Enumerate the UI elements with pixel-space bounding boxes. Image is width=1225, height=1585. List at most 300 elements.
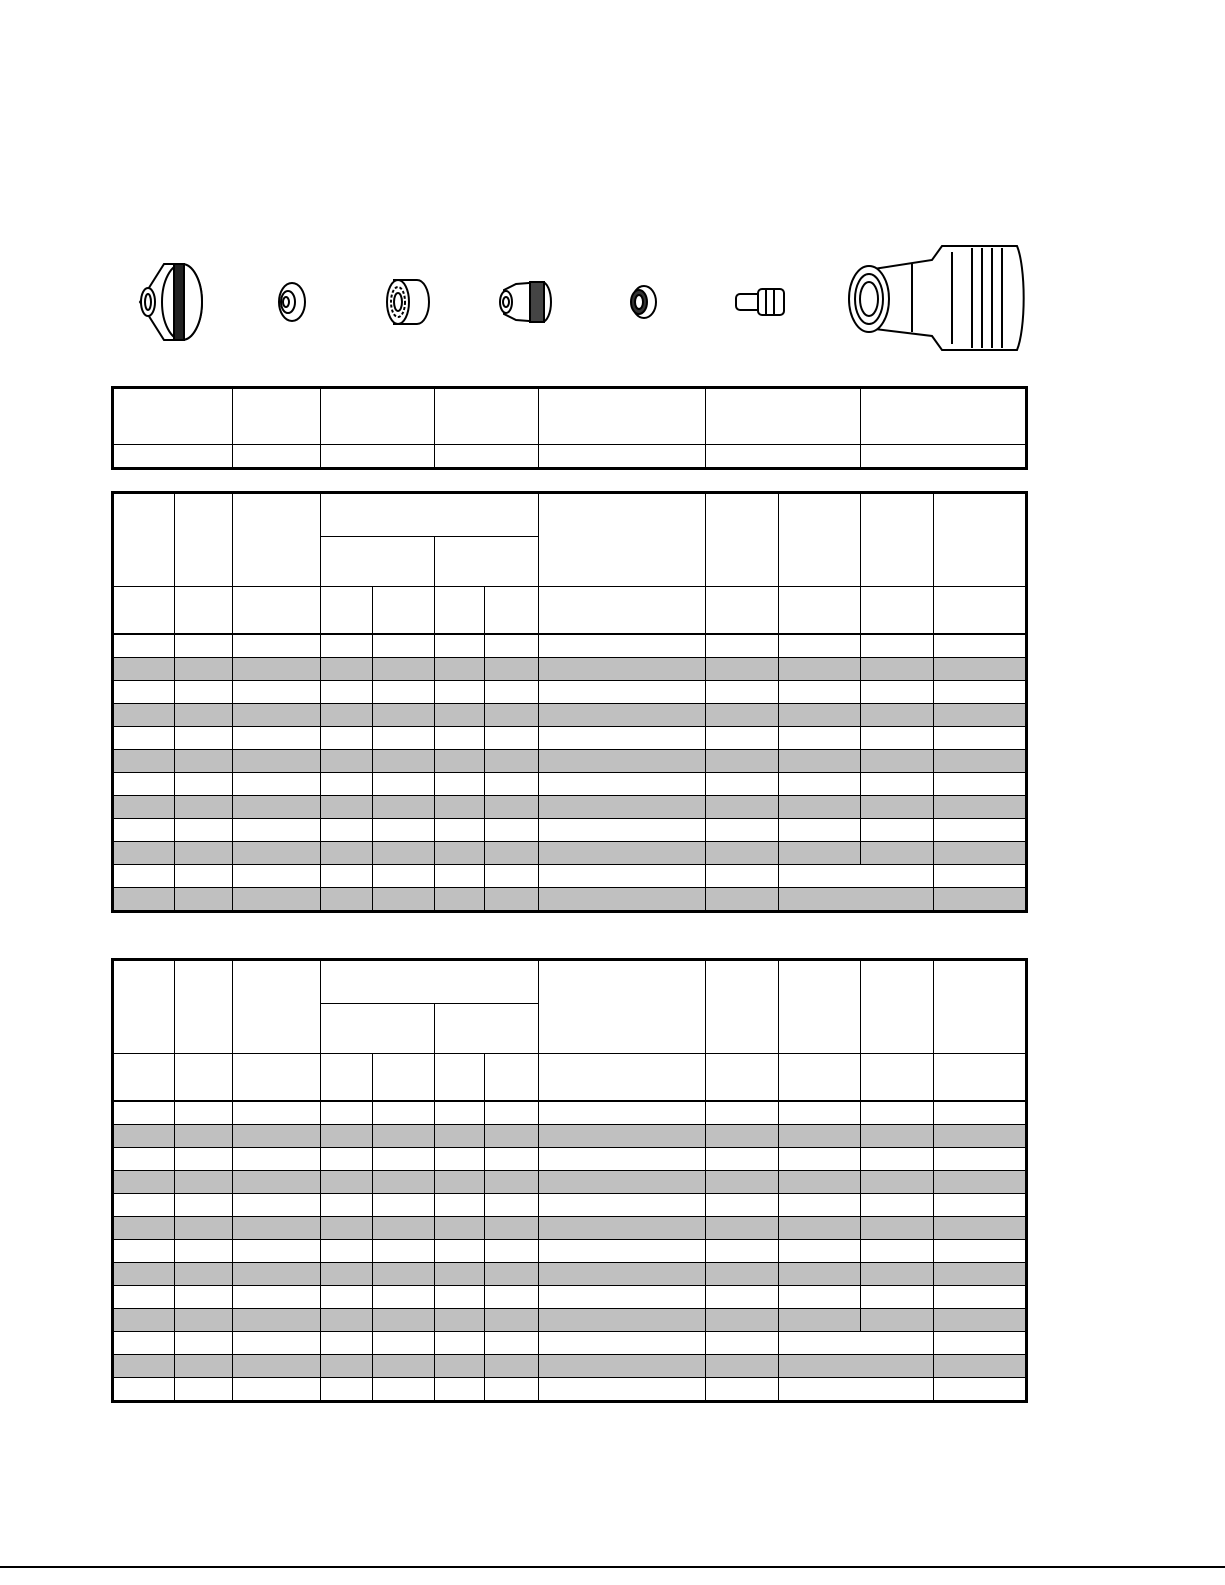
table-cell	[321, 634, 373, 658]
table-cell	[779, 1217, 861, 1240]
table-cell	[779, 842, 861, 865]
table-cell	[175, 1263, 233, 1286]
header-cell	[934, 493, 1027, 587]
table-cell	[539, 1217, 706, 1240]
cut-chart-body-2	[113, 1101, 1027, 1402]
table-cell	[435, 1125, 485, 1148]
table-cell	[485, 658, 539, 681]
table-cell	[113, 1263, 175, 1286]
consumables-header-row	[113, 388, 1027, 445]
table-cell	[779, 1101, 861, 1125]
table-cell	[779, 865, 934, 888]
table-cell	[175, 1286, 233, 1309]
header-cell	[113, 960, 175, 1054]
table-cell	[175, 704, 233, 727]
table-cell	[233, 1240, 321, 1263]
table-cell	[934, 1217, 1027, 1240]
table-cell	[321, 796, 373, 819]
table-cell	[779, 1171, 861, 1194]
table-cell	[485, 1240, 539, 1263]
table-cell	[435, 888, 485, 912]
table-cell	[779, 1240, 861, 1263]
table-row	[113, 1194, 1027, 1217]
table-cell	[779, 727, 861, 750]
electrode-icon	[736, 289, 784, 315]
unit-cell	[861, 587, 934, 635]
header-cell	[539, 493, 706, 587]
water-tube-icon	[631, 286, 656, 318]
table-cell	[321, 1171, 373, 1194]
table-cell	[435, 773, 485, 796]
table-cell	[539, 1171, 706, 1194]
table-cell	[779, 1194, 861, 1217]
table-cell	[233, 658, 321, 681]
table-cell	[175, 1309, 233, 1332]
table-cell	[113, 1148, 175, 1171]
table-cell	[435, 1263, 485, 1286]
table-cell	[321, 1355, 373, 1378]
table-cell	[175, 773, 233, 796]
unit-cell	[779, 587, 861, 635]
table-cell	[113, 1286, 175, 1309]
table-cell	[435, 865, 485, 888]
subheader-cell	[435, 537, 539, 587]
unit-cell	[934, 587, 1027, 635]
table-cell	[113, 1355, 175, 1378]
table-cell	[485, 634, 539, 658]
table-cell	[861, 1101, 934, 1125]
table-cell	[435, 796, 485, 819]
value-cell	[435, 445, 539, 469]
table-cell	[435, 1332, 485, 1355]
unit-cell	[435, 587, 485, 635]
table-cell	[113, 888, 175, 912]
table-cell	[861, 1171, 934, 1194]
table-cell	[861, 773, 934, 796]
table-cell	[233, 727, 321, 750]
table-cell	[485, 1378, 539, 1402]
header-cell	[706, 493, 779, 587]
table-cell	[321, 819, 373, 842]
table-cell	[113, 727, 175, 750]
table-row	[113, 1355, 1027, 1378]
table-cell	[934, 1378, 1027, 1402]
unit-cell	[113, 1054, 175, 1102]
table-cell	[861, 1309, 934, 1332]
table-cell	[373, 1217, 435, 1240]
table-cell	[233, 1332, 321, 1355]
table-cell	[934, 1101, 1027, 1125]
table-row	[113, 796, 1027, 819]
consumables-values-row	[113, 445, 1027, 469]
table-cell	[435, 1217, 485, 1240]
table-row	[113, 1378, 1027, 1402]
table-cell	[113, 1378, 175, 1402]
table-cell	[539, 888, 706, 912]
table-cell	[779, 681, 861, 704]
table-cell	[861, 1217, 934, 1240]
table-cell	[233, 1378, 321, 1402]
subheader-cell	[435, 1004, 539, 1054]
header-cell	[861, 388, 1027, 445]
table-cell	[706, 1171, 779, 1194]
table-cell	[706, 1355, 779, 1378]
value-cell	[861, 445, 1027, 469]
table-row	[113, 634, 1027, 658]
table-cell	[861, 1240, 934, 1263]
table-cell	[485, 750, 539, 773]
table-cell	[113, 865, 175, 888]
table-cell	[779, 796, 861, 819]
table-row	[113, 1286, 1027, 1309]
unit-cell	[485, 587, 539, 635]
value-cell	[706, 445, 861, 469]
table-cell	[321, 1194, 373, 1217]
table-cell	[435, 1240, 485, 1263]
table-cell	[175, 750, 233, 773]
table-cell	[435, 658, 485, 681]
table-row	[113, 681, 1027, 704]
table-cell	[779, 1263, 861, 1286]
table-cell	[321, 704, 373, 727]
table-cell	[934, 796, 1027, 819]
unit-cell	[321, 1054, 373, 1102]
table-cell	[861, 634, 934, 658]
table-cell	[861, 1263, 934, 1286]
table-cell	[934, 865, 1027, 888]
header-cell	[233, 388, 321, 445]
table-cell	[321, 1101, 373, 1125]
table-cell	[779, 704, 861, 727]
table-cell	[175, 1378, 233, 1402]
table-cell	[706, 888, 779, 912]
table-cell	[113, 1101, 175, 1125]
table-cell	[175, 681, 233, 704]
table-cell	[706, 1332, 779, 1355]
table-cell	[779, 1355, 934, 1378]
table-row	[113, 865, 1027, 888]
table-cell	[779, 888, 934, 912]
table-cell	[175, 1125, 233, 1148]
table-cell	[706, 842, 779, 865]
unit-cell	[539, 587, 706, 635]
table-cell	[539, 1148, 706, 1171]
table-cell	[861, 681, 934, 704]
table-cell	[485, 1101, 539, 1125]
retaining-cap-icon	[279, 283, 305, 321]
table-cell	[373, 865, 435, 888]
table-cell	[934, 1125, 1027, 1148]
table-cell	[539, 1263, 706, 1286]
table-cell	[934, 888, 1027, 912]
table-row	[113, 1148, 1027, 1171]
table-cell	[706, 634, 779, 658]
table-cell	[934, 773, 1027, 796]
table-cell	[175, 727, 233, 750]
table-cell	[175, 1148, 233, 1171]
table-cell	[373, 888, 435, 912]
cut-chart-table-1	[111, 491, 1028, 913]
table-cell	[539, 658, 706, 681]
table-cell	[321, 888, 373, 912]
header-cell	[321, 388, 435, 445]
table-cell	[539, 634, 706, 658]
header-cell	[113, 388, 233, 445]
table-cell	[539, 842, 706, 865]
nozzle-icon	[387, 280, 429, 324]
table-cell	[175, 1332, 233, 1355]
table-cell	[485, 819, 539, 842]
table-cell	[233, 750, 321, 773]
table-cell	[934, 1148, 1027, 1171]
table-cell	[321, 658, 373, 681]
table-cell	[373, 727, 435, 750]
table-cell	[539, 1309, 706, 1332]
table-cell	[321, 750, 373, 773]
table-cell	[113, 1309, 175, 1332]
unit-cell	[485, 1054, 539, 1102]
table-cell	[233, 1194, 321, 1217]
table-cell	[233, 796, 321, 819]
table-cell	[706, 727, 779, 750]
table-cell	[175, 1240, 233, 1263]
table-row	[113, 1101, 1027, 1125]
unit-cell	[435, 1054, 485, 1102]
table-cell	[175, 1355, 233, 1378]
table-cell	[706, 1148, 779, 1171]
table-cell	[233, 634, 321, 658]
table-cell	[706, 1309, 779, 1332]
cut-chart-body-1	[113, 634, 1027, 912]
table-row	[113, 750, 1027, 773]
table-cell	[373, 1148, 435, 1171]
table-cell	[435, 1309, 485, 1332]
table-cell	[485, 1286, 539, 1309]
header-cell	[233, 960, 321, 1054]
table-cell	[321, 1125, 373, 1148]
footer-rule	[0, 1566, 1225, 1568]
table-cell	[934, 1286, 1027, 1309]
table-cell	[321, 1148, 373, 1171]
table-cell	[706, 1125, 779, 1148]
table-cell	[779, 1309, 861, 1332]
table-cell	[113, 1332, 175, 1355]
table-row	[113, 1240, 1027, 1263]
table-cell	[485, 842, 539, 865]
table-row	[113, 773, 1027, 796]
table-cell	[175, 1171, 233, 1194]
table-cell	[233, 773, 321, 796]
table-cell	[113, 1171, 175, 1194]
table-cell	[435, 727, 485, 750]
unit-cell	[934, 1054, 1027, 1102]
table-cell	[485, 1355, 539, 1378]
table-cell	[435, 1378, 485, 1402]
table-cell	[113, 819, 175, 842]
table-cell	[539, 1332, 706, 1355]
table-cell	[233, 1148, 321, 1171]
table-cell	[175, 865, 233, 888]
table-cell	[321, 1240, 373, 1263]
table-cell	[373, 1332, 435, 1355]
value-cell	[539, 445, 706, 469]
table-cell	[175, 658, 233, 681]
table-cell	[539, 1378, 706, 1402]
table-row	[113, 1263, 1027, 1286]
table-cell	[321, 1378, 373, 1402]
table-row	[113, 888, 1027, 912]
table-cell	[435, 1355, 485, 1378]
table-cell	[861, 658, 934, 681]
table-cell	[861, 750, 934, 773]
header-cell	[861, 493, 934, 587]
table-cell	[706, 1217, 779, 1240]
header-cell	[175, 960, 233, 1054]
unit-cell	[233, 587, 321, 635]
header-cell	[861, 960, 934, 1054]
table-cell	[233, 681, 321, 704]
table-cell	[435, 704, 485, 727]
table-cell	[706, 681, 779, 704]
consumable-parts-illustration	[112, 232, 1026, 362]
table-cell	[934, 681, 1027, 704]
table-cell	[175, 819, 233, 842]
table-cell	[435, 681, 485, 704]
table-cell	[233, 1101, 321, 1125]
table-cell	[934, 634, 1027, 658]
shield-icon	[140, 264, 202, 340]
table-cell	[113, 634, 175, 658]
table-cell	[485, 1217, 539, 1240]
table-cell	[321, 773, 373, 796]
table-cell	[861, 819, 934, 842]
table-cell	[861, 842, 934, 865]
table-cell	[435, 842, 485, 865]
table-cell	[113, 1194, 175, 1217]
table-cell	[934, 727, 1027, 750]
header-cell	[539, 960, 706, 1054]
table-cell	[485, 1194, 539, 1217]
unit-cell	[175, 1054, 233, 1102]
table-cell	[539, 1355, 706, 1378]
table-cell	[485, 1263, 539, 1286]
table-cell	[934, 1355, 1027, 1378]
table-cell	[113, 1125, 175, 1148]
table-cell	[485, 796, 539, 819]
table-cell	[539, 1240, 706, 1263]
table-cell	[539, 681, 706, 704]
cut-chart-header-row	[113, 960, 1027, 1004]
table-cell	[861, 727, 934, 750]
table-cell	[539, 750, 706, 773]
table-cell	[233, 842, 321, 865]
table-cell	[539, 1125, 706, 1148]
unit-cell	[113, 587, 175, 635]
table-cell	[485, 681, 539, 704]
table-cell	[113, 704, 175, 727]
header-cell	[779, 960, 861, 1054]
table-cell	[233, 1355, 321, 1378]
table-cell	[175, 842, 233, 865]
table-cell	[861, 1125, 934, 1148]
table-cell	[321, 1263, 373, 1286]
table-cell	[113, 750, 175, 773]
table-cell	[779, 773, 861, 796]
table-cell	[779, 1378, 934, 1402]
table-cell	[113, 1240, 175, 1263]
table-row	[113, 842, 1027, 865]
cut-chart-header-row	[113, 493, 1027, 537]
table-cell	[373, 1309, 435, 1332]
table-cell	[113, 1217, 175, 1240]
table-cell	[485, 704, 539, 727]
table-cell	[233, 704, 321, 727]
table-cell	[706, 658, 779, 681]
table-row	[113, 1125, 1027, 1148]
table-row	[113, 819, 1027, 842]
table-cell	[373, 1240, 435, 1263]
table-row	[113, 1171, 1027, 1194]
table-cell	[779, 1148, 861, 1171]
table-cell	[539, 1101, 706, 1125]
table-cell	[706, 1101, 779, 1125]
table-cell	[113, 842, 175, 865]
table-cell	[861, 1286, 934, 1309]
table-cell	[706, 819, 779, 842]
swirl-ring-icon	[500, 282, 551, 322]
cut-chart-units-row	[113, 587, 1027, 635]
table-cell	[233, 1171, 321, 1194]
table-cell	[861, 796, 934, 819]
header-cell	[706, 388, 861, 445]
table-cell	[373, 1171, 435, 1194]
table-cell	[113, 681, 175, 704]
table-cell	[321, 1309, 373, 1332]
unit-cell	[373, 587, 435, 635]
table-cell	[435, 1101, 485, 1125]
table-cell	[233, 888, 321, 912]
table-cell	[539, 796, 706, 819]
table-cell	[861, 1194, 934, 1217]
table-cell	[539, 773, 706, 796]
cut-chart-table-2	[111, 958, 1028, 1403]
table-cell	[435, 634, 485, 658]
table-cell	[706, 865, 779, 888]
table-row	[113, 1332, 1027, 1355]
table-cell	[934, 819, 1027, 842]
header-cell	[934, 960, 1027, 1054]
table-cell	[485, 1332, 539, 1355]
table-cell	[934, 1171, 1027, 1194]
table-cell	[435, 750, 485, 773]
unit-cell	[321, 587, 373, 635]
table-cell	[706, 1240, 779, 1263]
table-cell	[373, 819, 435, 842]
value-cell	[321, 445, 435, 469]
table-cell	[485, 1171, 539, 1194]
table-cell	[861, 704, 934, 727]
header-cell	[706, 960, 779, 1054]
unit-cell	[706, 587, 779, 635]
table-cell	[321, 727, 373, 750]
table-cell	[373, 750, 435, 773]
table-cell	[113, 796, 175, 819]
table-cell	[539, 1194, 706, 1217]
unit-cell	[706, 1054, 779, 1102]
table-cell	[934, 1332, 1027, 1355]
table-cell	[485, 865, 539, 888]
table-cell	[861, 1148, 934, 1171]
